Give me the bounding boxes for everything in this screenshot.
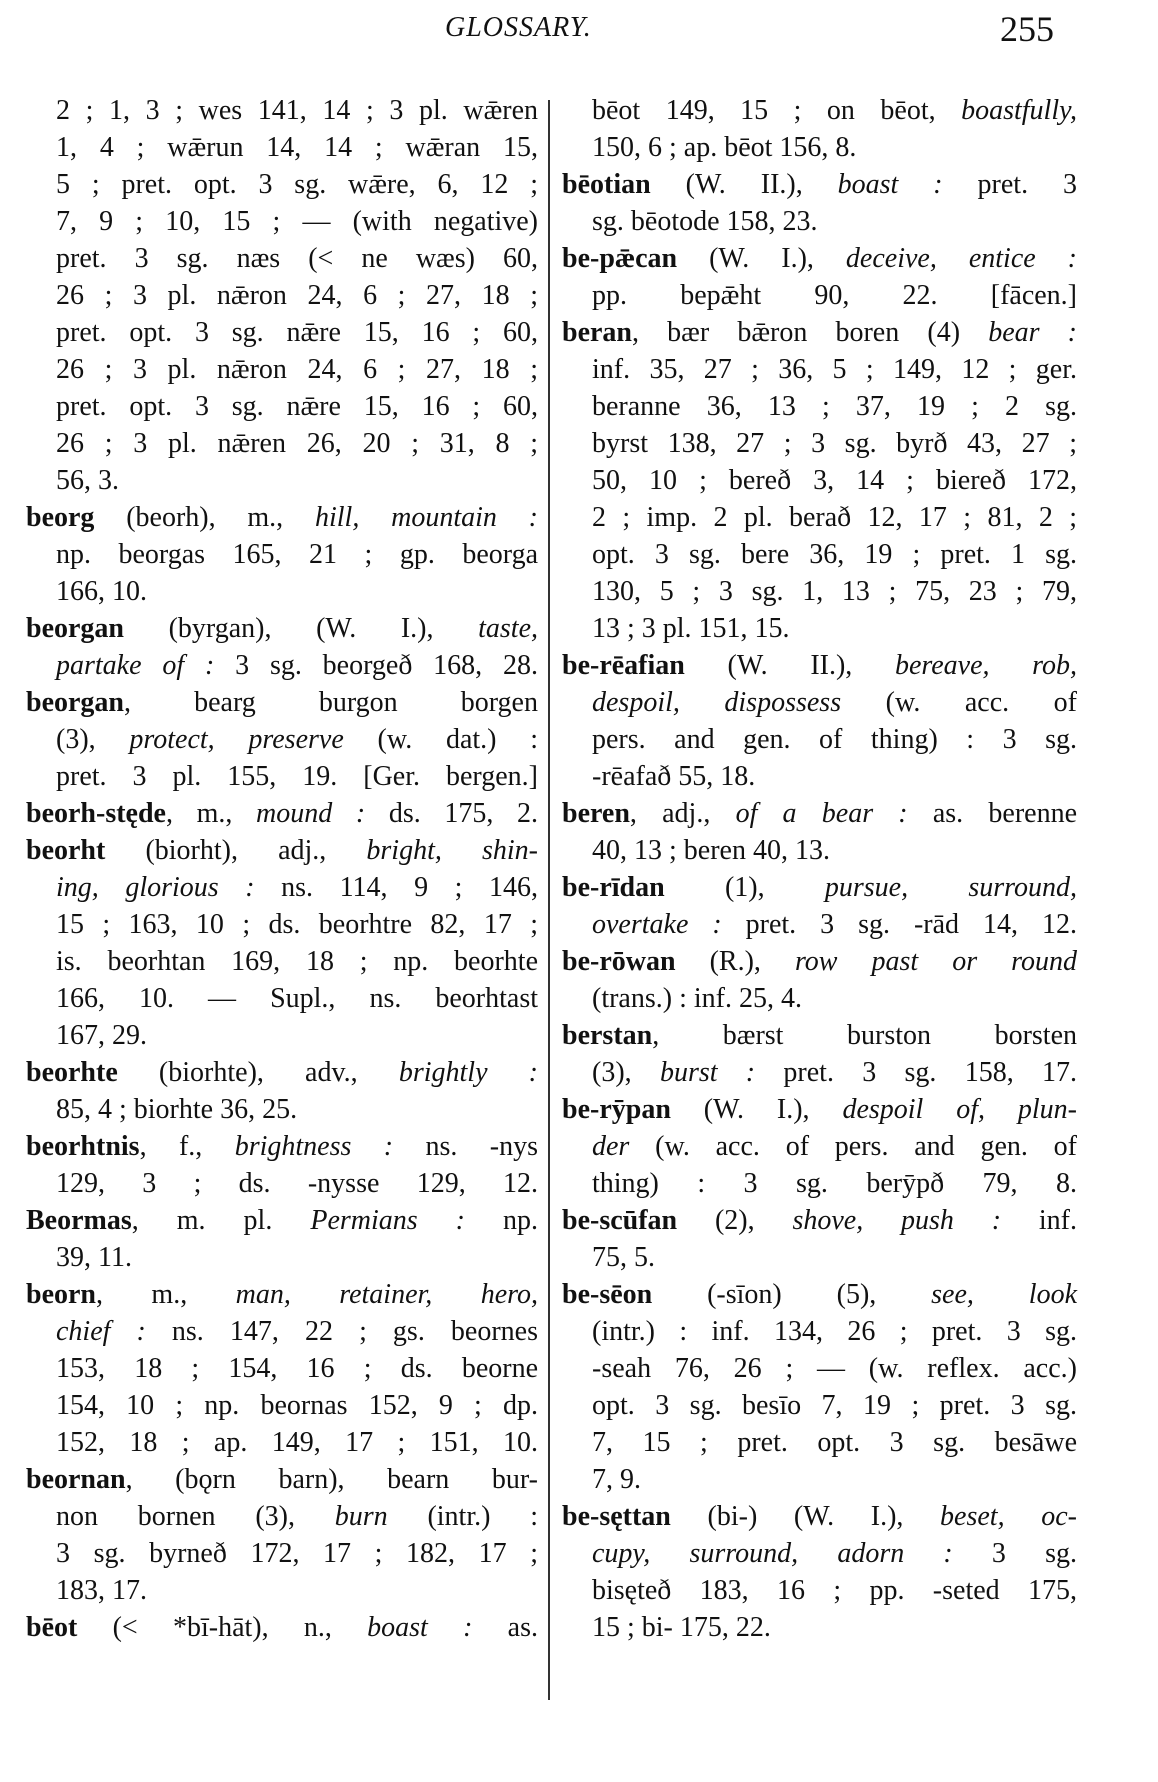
glossary-line [562, 943, 1077, 980]
entry-text: (R.), [675, 946, 795, 977]
entry-text: np. [465, 1205, 539, 1236]
definition: row past or round [794, 946, 1077, 977]
definition: deceive, entice : [845, 243, 1077, 274]
glossary-line [562, 1609, 1077, 1646]
entry-text: 7, 9 ; 10, 15 ; — (with negative) [56, 206, 538, 237]
entry-text: 3 sg. [952, 1538, 1077, 1569]
glossary-line [562, 1313, 1077, 1350]
entry-text: 26 ; 3 pl. nǣron 24, 6 ; 27, 18 ; [56, 280, 538, 311]
glossary-line [562, 388, 1077, 425]
glossary-line [26, 1498, 538, 1535]
glossary-line [26, 277, 538, 314]
glossary-line [26, 536, 538, 573]
definition: of a bear : [735, 798, 908, 829]
entry-text: ns. 114, 9 ; 146, [254, 872, 538, 903]
entry-text: (W. II.), [684, 650, 895, 681]
glossary-line [562, 1017, 1077, 1054]
headword: be-sęttan [562, 1501, 671, 1532]
glossary-line [26, 943, 538, 980]
glossary-line [26, 1128, 538, 1165]
glossary-line [562, 277, 1077, 314]
definition: boastfully, [961, 95, 1077, 126]
glossary-line [562, 721, 1077, 758]
entry-text: 5 ; pret. opt. 3 sg. wǣre, 6, 12 ; [56, 169, 538, 200]
glossary-line [562, 499, 1077, 536]
headword: berstan [562, 1020, 653, 1051]
glossary-line [562, 1239, 1077, 1276]
glossary-line [26, 499, 538, 536]
entry-text: (< *bī-hāt), n., [77, 1612, 368, 1643]
entry-text: 39, 11. [56, 1242, 132, 1273]
headword: be-scūfan [562, 1205, 678, 1236]
glossary-line [26, 1535, 538, 1572]
headword: be-rīdan [562, 872, 665, 903]
definition: boast : [367, 1612, 473, 1643]
headword: bēotian [562, 169, 651, 200]
entry-text: pret. 3 pl. 155, 19. [Ger. bergen.] [56, 761, 538, 792]
glossary-line [26, 166, 538, 203]
entry-text: (beorh), m., [94, 502, 315, 533]
entry-text: (biorht), adj., [105, 835, 367, 866]
glossary-line [26, 573, 538, 610]
glossary-line [26, 795, 538, 832]
entry-text: 2 ; 1, 3 ; wes 141, 14 ; 3 pl. wǣren [56, 95, 538, 126]
glossary-line [562, 1128, 1077, 1165]
page-title: GLOSSARY. [445, 12, 592, 43]
entry-text: (3), [56, 724, 130, 755]
glossary-line [26, 129, 538, 166]
definition: burn [334, 1501, 388, 1532]
definition: taste, [478, 613, 538, 644]
glossary-line [26, 1165, 538, 1202]
entry-text: 7, 9. [592, 1464, 641, 1495]
definition: ing, glorious : [56, 872, 255, 903]
definition: pursue, surround, [824, 872, 1077, 903]
glossary-line [26, 1276, 538, 1313]
definition: hill, mountain : [314, 502, 538, 533]
entry-text: non bornen (3), [56, 1501, 335, 1532]
definition: despoil of, plun- [842, 1094, 1077, 1125]
glossary-line [562, 425, 1077, 462]
entry-text: , bearg burgon borgen [124, 687, 538, 718]
definition: brightly : [398, 1057, 538, 1088]
glossary-line [562, 832, 1077, 869]
entry-text: 153, 18 ; 154, 16 ; ds. beorne [56, 1353, 538, 1384]
glossary-line [562, 129, 1077, 166]
glossary-line [26, 906, 538, 943]
glossary-line [562, 1424, 1077, 1461]
entry-text: (w. dat.) : [343, 724, 538, 755]
glossary-line [562, 610, 1077, 647]
entry-text: (1), [664, 872, 825, 903]
running-head [0, 8, 1158, 48]
page-number: 255 [1000, 9, 1054, 49]
entry-text: (w. acc. of [841, 687, 1077, 718]
entry-text: inf. [1001, 1205, 1077, 1236]
entry-text: pret. 3 sg. -rād 14, 12. [721, 909, 1077, 940]
left-column [26, 92, 538, 1646]
glossary-line [26, 980, 538, 1017]
entry-text: 3 sg. beorgeð 168, 28. [214, 650, 538, 681]
glossary-line [562, 906, 1077, 943]
glossary-line [562, 203, 1077, 240]
glossary-line [26, 832, 538, 869]
glossary-line [26, 1017, 538, 1054]
headword: beorhtnis [26, 1131, 140, 1162]
entry-text: as. [472, 1612, 538, 1643]
entry-text: 13 ; 3 pl. 151, 15. [592, 613, 790, 644]
glossary-line [26, 388, 538, 425]
definition: brightness : [234, 1131, 394, 1162]
glossary-line [26, 1202, 538, 1239]
right-column [562, 92, 1077, 1646]
entry-text: byrst 138, 27 ; 3 sg. byrð 43, 27 ; [592, 428, 1077, 459]
glossary-line [562, 573, 1077, 610]
definition: overtake : [592, 909, 722, 940]
glossary-line [562, 1461, 1077, 1498]
entry-text: 26 ; 3 pl. nǣron 24, 6 ; 27, 18 ; [56, 354, 538, 385]
definition: chief : [56, 1316, 146, 1347]
entry-text: (3), [592, 1057, 660, 1088]
glossary-line [26, 314, 538, 351]
entry-text: , m., [96, 1279, 236, 1310]
entry-text: (intr.) : [387, 1501, 539, 1532]
entry-text: opt. 3 sg. besīo 7, 19 ; pret. 3 sg. [592, 1390, 1077, 1421]
entry-text: 26 ; 3 pl. nǣren 26, 20 ; 31, 8 ; [56, 428, 538, 459]
entry-text: (biorhte), adv., [117, 1057, 399, 1088]
entry-text: , bærst burston borsten [652, 1020, 1077, 1051]
glossary-line [26, 869, 538, 906]
entry-text: 75, 5. [592, 1242, 655, 1273]
definition: boast : [837, 169, 943, 200]
glossary-line [26, 610, 538, 647]
glossary-line [562, 351, 1077, 388]
glossary-line [562, 166, 1077, 203]
entry-text: opt. 3 sg. bere 36, 19 ; pret. 1 sg. [592, 539, 1077, 570]
glossary-line [26, 462, 538, 499]
headword: beorh-stęde [26, 798, 166, 829]
glossary-line [26, 92, 538, 129]
entry-text: np. beorgas 165, 21 ; gp. beorga [56, 539, 538, 570]
glossary-line [562, 1276, 1077, 1313]
headword: bēot [26, 1612, 78, 1643]
entry-text: , m. pl. [131, 1205, 311, 1236]
entry-text: pret. 3 [942, 169, 1077, 200]
headword: beorhte [26, 1057, 118, 1088]
entry-text: is. beorhtan 169, 18 ; np. beorhte [56, 946, 538, 977]
entry-text: 2 ; imp. 2 pl. berað 12, 17 ; 81, 2 ; [592, 502, 1077, 533]
entry-text: bēot 149, 15 ; on bēot, [592, 95, 962, 126]
glossary-line [26, 240, 538, 277]
glossary-line [562, 1387, 1077, 1424]
definition: bright, shin- [366, 835, 538, 866]
glossary-line [562, 758, 1077, 795]
entry-text: 150, 6 ; ap. bēot 156, 8. [592, 132, 857, 163]
headword: beorg [26, 502, 95, 533]
entry-text: (W. I.), [677, 243, 846, 274]
definition: shove, push : [792, 1205, 1002, 1236]
glossary-line [562, 1054, 1077, 1091]
entry-text: 56, 3. [56, 465, 119, 496]
entry-text: (W. II.), [650, 169, 838, 200]
entry-text: inf. 35, 27 ; 36, 5 ; 149, 12 ; ger. [592, 354, 1077, 385]
entry-text: ds. 175, 2. [365, 798, 539, 829]
definition: burst : [659, 1057, 756, 1088]
glossary-line [26, 1609, 538, 1646]
entry-text: thing) : 3 sg. berȳpð 79, 8. [592, 1168, 1077, 1199]
entry-text: , f., [139, 1131, 235, 1162]
entry-text: , adj., [629, 798, 736, 829]
glossary-line [26, 684, 538, 721]
column-divider [548, 100, 550, 1700]
glossary-line [562, 869, 1077, 906]
headword: beren [562, 798, 630, 829]
entry-text: pret. 3 sg. 158, 17. [755, 1057, 1077, 1088]
definition: despoil, dispossess [592, 687, 842, 718]
glossary-line [562, 240, 1077, 277]
headword: beorgan [26, 613, 124, 644]
glossary-line [562, 1535, 1077, 1572]
glossary-line [26, 1572, 538, 1609]
entry-text: (bi-) (W. I.), [670, 1501, 941, 1532]
definition: bereave, rob, [894, 650, 1077, 681]
definition: partake of : [56, 650, 215, 681]
headword: beran [562, 317, 632, 348]
entry-text: 40, 13 ; beren 40, 13. [592, 835, 830, 866]
glossary-line [562, 1572, 1077, 1609]
entry-text: pers. and gen. of thing) : 3 sg. [592, 724, 1077, 755]
glossary-line [562, 462, 1077, 499]
glossary-line [562, 1202, 1077, 1239]
glossary-line [26, 1313, 538, 1350]
entry-text: 129, 3 ; ds. -nysse 129, 12. [56, 1168, 538, 1199]
entry-text: 85, 4 ; biorhte 36, 25. [56, 1094, 298, 1125]
headword: Beormas [26, 1205, 132, 1236]
glossary-line [26, 203, 538, 240]
glossary-line [26, 1054, 538, 1091]
entry-text: 15 ; 163, 10 ; ds. beorhtre 82, 17 ; [56, 909, 538, 940]
entry-text: -seah 76, 26 ; — (w. reflex. acc.) [592, 1353, 1077, 1384]
glossary-line [562, 1165, 1077, 1202]
glossary-line [26, 1461, 538, 1498]
entry-text: sg. bēotode 158, 23. [592, 206, 818, 237]
glossary-line [26, 1239, 538, 1276]
glossary-line [562, 314, 1077, 351]
entry-text: 1, 4 ; wǣrun 14, 14 ; wǣran 15, [56, 132, 538, 163]
glossary-line [562, 684, 1077, 721]
entry-text: pret. opt. 3 sg. nǣre 15, 16 ; 60, [56, 391, 538, 422]
glossary-line [562, 536, 1077, 573]
definition: see, look [931, 1279, 1077, 1310]
entry-text: 50, 10 ; bereð 3, 14 ; biereð 172, [592, 465, 1077, 496]
entry-text: 183, 17. [56, 1575, 147, 1606]
glossary-line [26, 1350, 538, 1387]
definition: cupy, surround, adorn : [592, 1538, 953, 1569]
glossary-line [562, 980, 1077, 1017]
entry-text: (W. I.), [670, 1094, 843, 1125]
glossary-line [562, 1498, 1077, 1535]
headword: be-rēafian [562, 650, 685, 681]
entry-text: 167, 29. [56, 1020, 147, 1051]
entry-text: pret. opt. 3 sg. nǣre 15, 16 ; 60, [56, 317, 538, 348]
entry-text: , m., [165, 798, 257, 829]
glossary-line [26, 647, 538, 684]
entry-text: 154, 10 ; np. beornas 152, 9 ; dp. [56, 1390, 538, 1421]
entry-text: bisęteð 183, 16 ; pp. -seted 175, [592, 1575, 1077, 1606]
entry-text: 166, 10. — Supl., ns. beorhtast [56, 983, 538, 1014]
entry-text: (intr.) : inf. 134, 26 ; pret. 3 sg. [592, 1316, 1077, 1347]
glossary-line [562, 647, 1077, 684]
headword: beorn [26, 1279, 96, 1310]
glossary-line [562, 1350, 1077, 1387]
entry-text: (-sīon) (5), [652, 1279, 932, 1310]
glossary-line [26, 1424, 538, 1461]
headword: be-pǣcan [562, 243, 678, 274]
entry-text: (byrgan), (W. I.), [124, 613, 479, 644]
definition: protect, preserve [129, 724, 344, 755]
glossary-line [26, 351, 538, 388]
definition: man, retainer, hero, [235, 1279, 538, 1310]
definition: der [592, 1131, 630, 1162]
entry-text: 7, 15 ; pret. opt. 3 sg. besāwe [592, 1427, 1077, 1458]
headword: beorgan [26, 687, 124, 718]
headword: be-rȳpan [562, 1094, 671, 1125]
entry-text: , bær bǣron boren (4) [632, 317, 989, 348]
headword: be-rōwan [562, 946, 676, 977]
entry-text: (w. acc. of pers. and gen. of [629, 1131, 1077, 1162]
entry-text: (2), [677, 1205, 793, 1236]
entry-text: as. berenne [907, 798, 1077, 829]
glossary-line [562, 795, 1077, 832]
glossary-line [26, 721, 538, 758]
entry-text: pp. bepǣht 90, 22. [fācen.] [592, 280, 1077, 311]
glossary-line [26, 1387, 538, 1424]
entry-text: 3 sg. byrneð 172, 17 ; 182, 17 ; [56, 1538, 538, 1569]
glossary-line [26, 758, 538, 795]
entry-text: 130, 5 ; 3 sg. 1, 13 ; 75, 23 ; 79, [592, 576, 1077, 607]
entry-text: 152, 18 ; ap. 149, 17 ; 151, 10. [56, 1427, 538, 1458]
definition: beset, oc- [940, 1501, 1077, 1532]
headword: be-sēon [562, 1279, 653, 1310]
headword: beorht [26, 835, 106, 866]
definition: Permians : [310, 1205, 465, 1236]
entry-text: 15 ; bi- 175, 22. [592, 1612, 771, 1643]
entry-text: 166, 10. [56, 576, 147, 607]
definition: mound : [256, 798, 366, 829]
entry-text: pret. 3 sg. næs (< ne wæs) 60, [56, 243, 538, 274]
entry-text: -rēafað 55, 18. [592, 761, 756, 792]
glossary-line [562, 1091, 1077, 1128]
glossary-line [26, 1091, 538, 1128]
definition: bear : [988, 317, 1077, 348]
entry-text: beranne 36, 13 ; 37, 19 ; 2 sg. [592, 391, 1077, 422]
entry-text: ns. 147, 22 ; gs. beornes [145, 1316, 538, 1347]
headword: beornan [26, 1464, 126, 1495]
entry-text: , (bǫrn barn), bearn bur- [125, 1464, 538, 1495]
glossary-line [562, 92, 1077, 129]
glossary-line [26, 425, 538, 462]
entry-text: (trans.) : inf. 25, 4. [592, 983, 802, 1014]
entry-text: ns. -nys [393, 1131, 539, 1162]
